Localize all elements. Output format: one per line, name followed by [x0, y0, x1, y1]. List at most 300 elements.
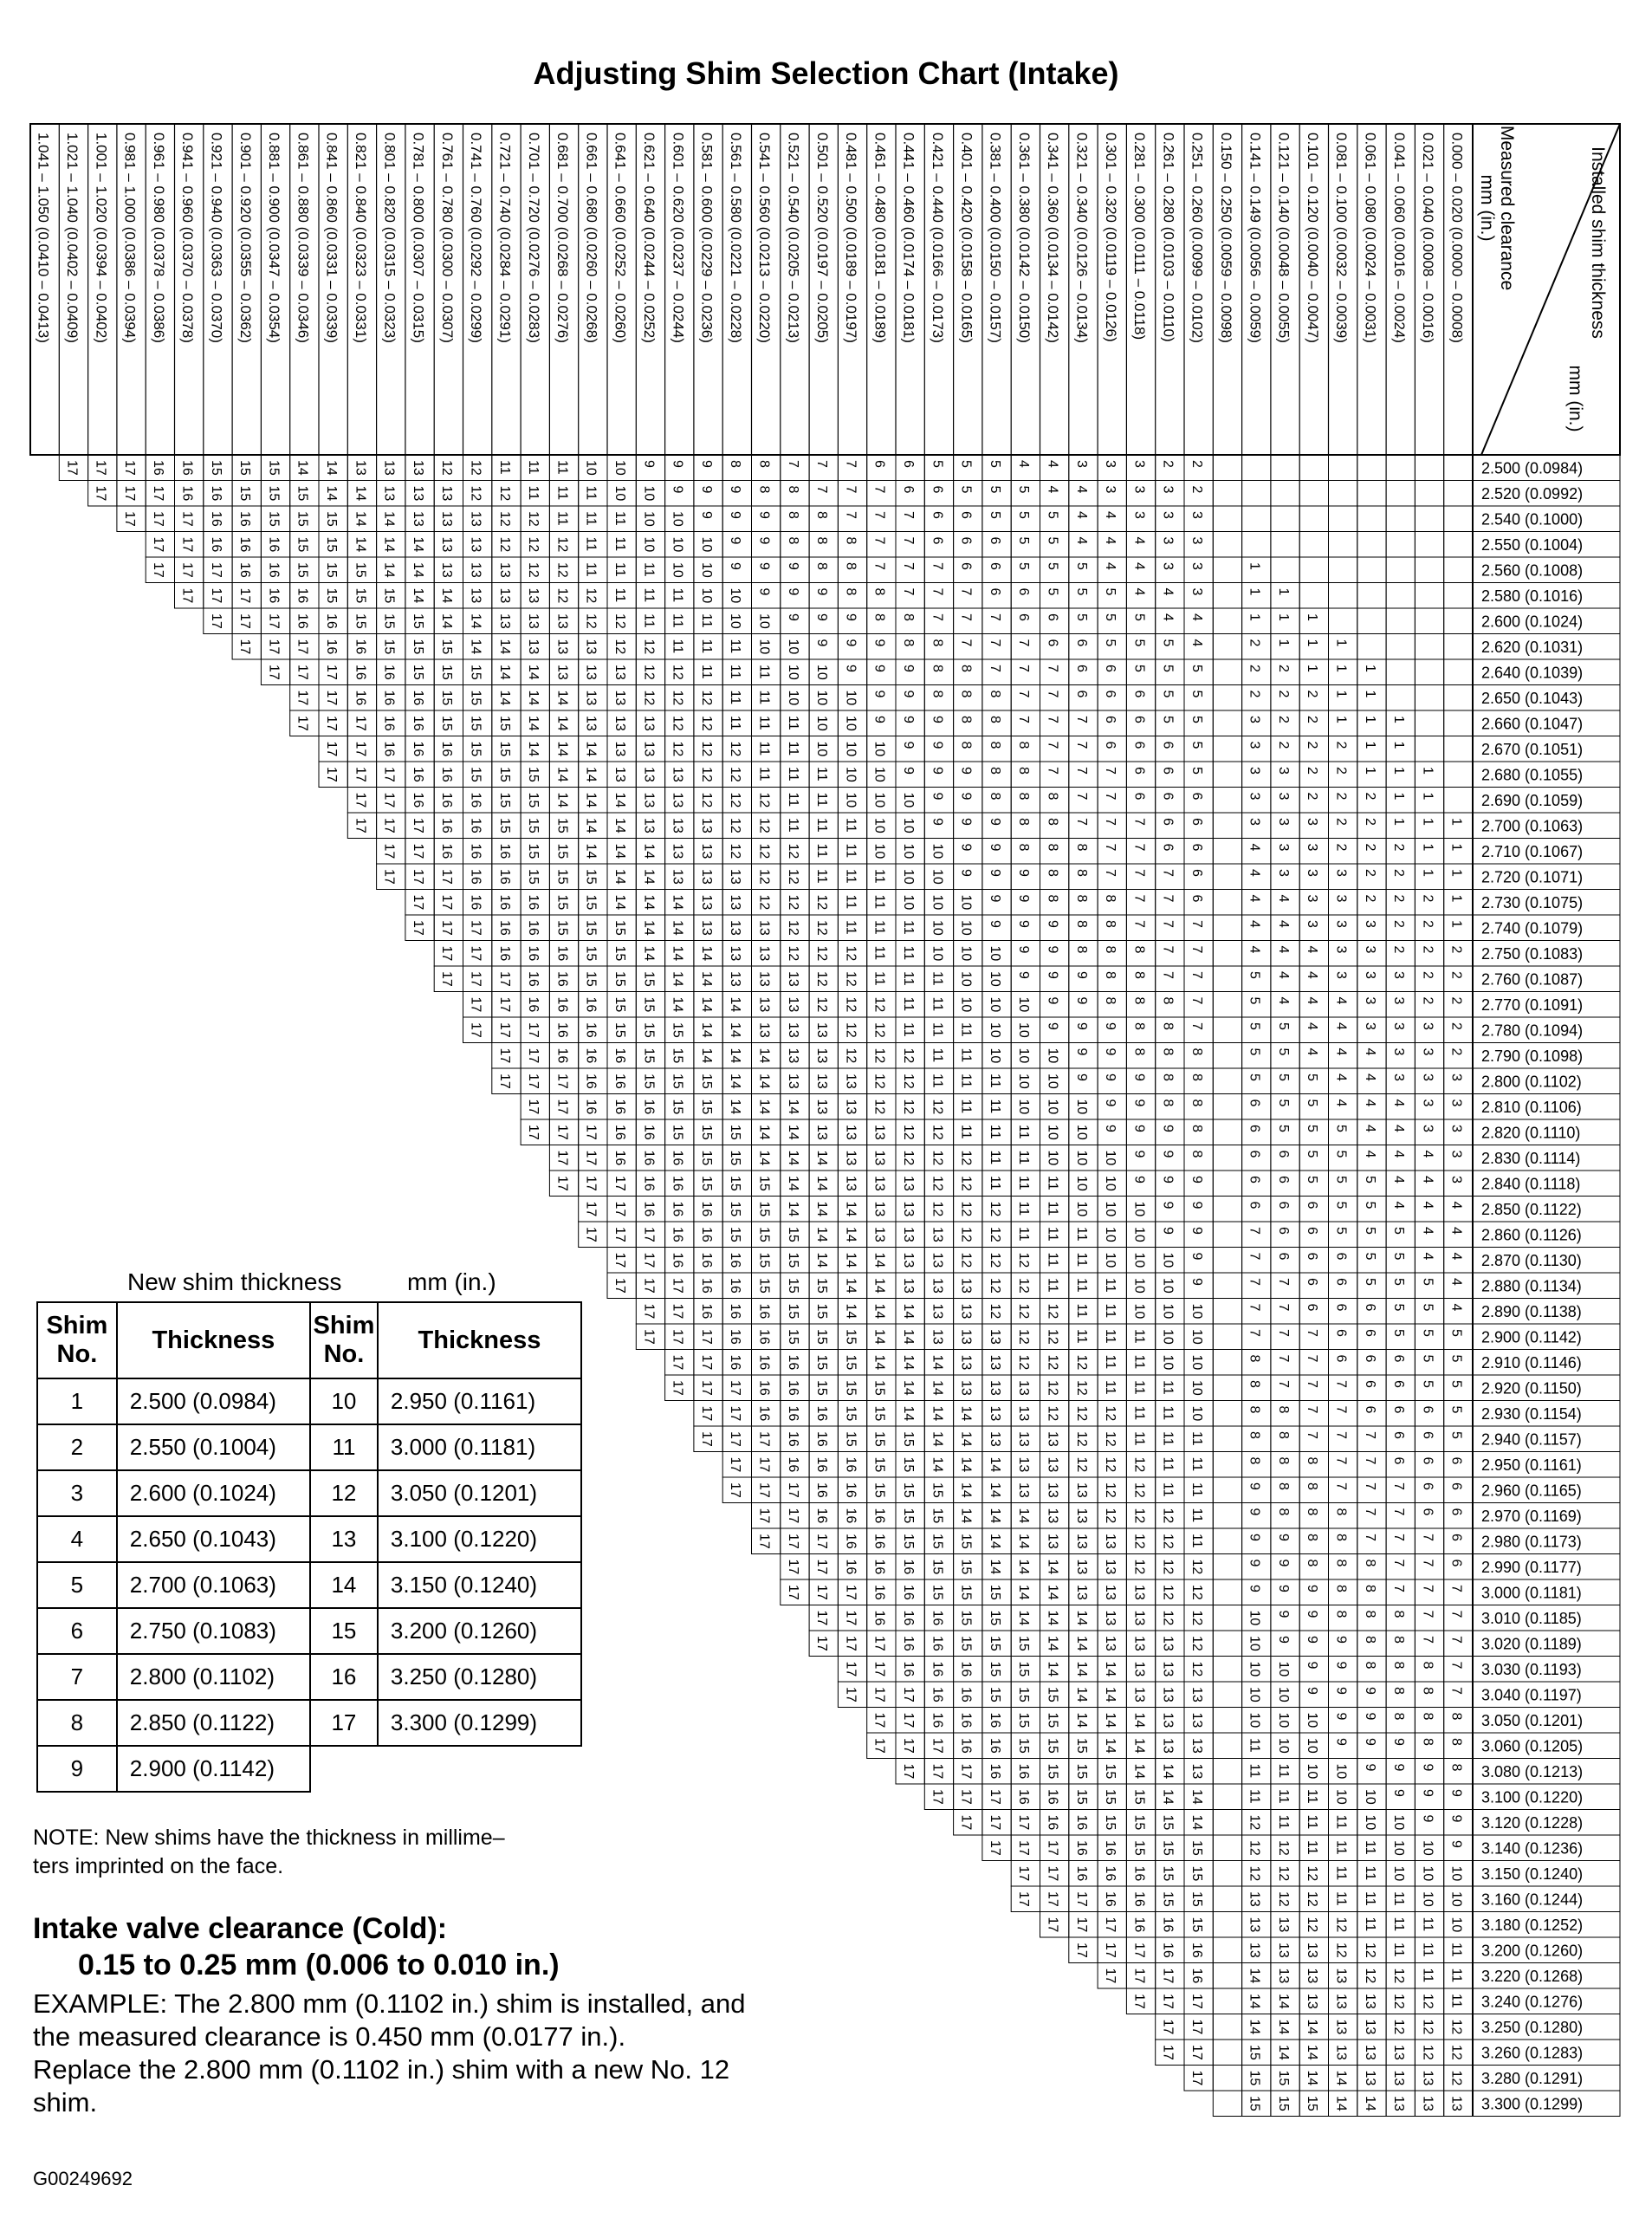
- shim-number: 14: [1016, 1585, 1032, 1600]
- shim-number: 14: [814, 1227, 830, 1242]
- shim-number: 3: [1103, 485, 1118, 494]
- shim-number: 17: [641, 1303, 657, 1320]
- shim-number: 7: [1103, 869, 1118, 877]
- shim-number: 8: [1305, 1559, 1320, 1567]
- shim-number: 10: [814, 690, 830, 706]
- shim-number: 15: [901, 1534, 916, 1549]
- grid-cell: [1444, 583, 1473, 609]
- shim-number: 15: [814, 1380, 830, 1396]
- shim-number: 6: [1131, 690, 1147, 698]
- shim-number: 8: [728, 460, 743, 468]
- clearance-range-label: 0.781 – 0.800 (0.0307 – 0.0315): [410, 133, 427, 343]
- shim-number: 8: [958, 690, 974, 698]
- grid-cell: [1213, 864, 1241, 890]
- shim-number: 8: [1103, 996, 1118, 1005]
- shim-number: 16: [1189, 1968, 1204, 1984]
- shim-number: 10: [871, 767, 887, 782]
- legend-shim-no: 3: [37, 1470, 117, 1516]
- shim-number: 13: [1160, 1712, 1176, 1728]
- shim-number: 15: [698, 1176, 714, 1191]
- shim-number: 5: [1420, 1380, 1435, 1388]
- shim-number: 9: [1045, 971, 1060, 979]
- shim-number: 8: [1189, 1047, 1204, 1056]
- shim-number: 2: [1275, 665, 1291, 672]
- corner-measured-label: Measured clearance: [1497, 125, 1517, 291]
- shim-number: 17: [1160, 1994, 1176, 2009]
- shim-number: 17: [930, 1738, 945, 1754]
- shim-number: 12: [583, 613, 599, 629]
- installed-thickness-label: 2.540 (0.1000): [1481, 510, 1584, 529]
- shim-number: 15: [583, 945, 599, 962]
- shim-number: 11: [1247, 1738, 1262, 1753]
- installed-thickness-label: 2.730 (0.1075): [1481, 894, 1584, 911]
- shim-number: 8: [1189, 1073, 1204, 1081]
- shim-number: 14: [612, 818, 627, 833]
- shim-number: 15: [756, 1201, 772, 1217]
- shim-number: 16: [901, 1610, 916, 1626]
- legend-shim-thickness: 2.600 (0.1024): [117, 1470, 310, 1516]
- shim-number: 7: [1305, 1431, 1320, 1439]
- installed-thickness-label: 2.910 (0.1146): [1481, 1354, 1582, 1372]
- grid-cell: [1213, 481, 1241, 507]
- clearance-range-label: 0.581 – 0.600 (0.0229 – 0.0236): [698, 133, 716, 343]
- shim-number: 16: [641, 1201, 657, 1217]
- shim-number: 7: [1073, 767, 1089, 775]
- shim-number: 3: [1131, 485, 1147, 494]
- shim-number: 12: [670, 741, 685, 757]
- shim-number: 17: [930, 1789, 945, 1805]
- shim-number: 16: [843, 1559, 858, 1575]
- shim-number: 8: [1189, 1099, 1204, 1107]
- shim-number: 12: [554, 536, 570, 553]
- shim-number: 14: [814, 1150, 830, 1166]
- grid-cell: [1299, 532, 1328, 558]
- shim-number: 13: [785, 1073, 800, 1089]
- shim-number: 12: [785, 894, 800, 911]
- shim-number: 14: [871, 1354, 887, 1371]
- shim-number: 13: [1160, 1738, 1176, 1754]
- shim-number: 7: [1073, 792, 1089, 801]
- shim-number: 10: [930, 920, 945, 936]
- shim-number: 7: [1362, 1431, 1377, 1439]
- shim-number: 7: [1362, 1508, 1377, 1516]
- shim-number: 14: [1305, 2070, 1320, 2086]
- shim-number: 16: [1160, 1916, 1176, 1933]
- shim-number: 5: [1160, 690, 1176, 698]
- shim-number: 2: [1391, 843, 1407, 852]
- shim-number: 16: [901, 1585, 916, 1600]
- shim-number: 16: [612, 1125, 627, 1140]
- shim-number: 8: [1247, 1456, 1262, 1465]
- legend-col-thickness: Thickness: [378, 1302, 581, 1378]
- shim-number: 11: [728, 716, 743, 730]
- shim-number: 17: [1189, 2070, 1204, 2086]
- shim-number: 14: [756, 1150, 772, 1166]
- installed-thickness-label: 3.040 (0.1197): [1481, 1686, 1582, 1704]
- shim-number: 4: [1189, 613, 1204, 621]
- shim-number: 17: [554, 1176, 570, 1191]
- shim-number: 7: [1333, 1431, 1349, 1439]
- shim-number: 11: [1362, 1891, 1377, 1906]
- shim-number: 16: [468, 843, 483, 859]
- installed-thickness-label: 2.550 (0.1004): [1481, 536, 1584, 554]
- shim-number: 14: [1275, 2019, 1291, 2035]
- shim-number: 16: [353, 665, 368, 680]
- shim-number: 16: [612, 1047, 627, 1064]
- shim-number: 11: [554, 485, 570, 501]
- shim-number: 5: [1131, 613, 1147, 621]
- shim-number: 15: [612, 1022, 627, 1038]
- shim-number: 15: [1131, 1814, 1147, 1831]
- shim-number: 15: [670, 1125, 685, 1140]
- shim-number: 13: [814, 1099, 830, 1115]
- shim-number: 13: [439, 485, 455, 502]
- shim-number: 13: [1448, 2096, 1464, 2111]
- shim-number: 11: [1391, 1916, 1407, 1932]
- shim-number: 16: [814, 1405, 830, 1422]
- shim-number: 15: [901, 1508, 916, 1524]
- shim-number: 4: [1103, 511, 1118, 519]
- shim-number: 2: [1305, 792, 1320, 801]
- shim-number: 9: [1275, 1585, 1291, 1592]
- shim-number: 5: [1333, 1150, 1349, 1158]
- shim-number: 7: [1362, 1534, 1377, 1541]
- shim-number: 17: [526, 1099, 541, 1115]
- shim-number: 10: [1448, 1865, 1464, 1882]
- shim-number: 11: [1103, 1278, 1118, 1293]
- shim-number: 10: [641, 511, 657, 527]
- shim-number: 15: [526, 869, 541, 885]
- grid-cell: [1415, 710, 1443, 736]
- shim-number: 15: [612, 996, 627, 1013]
- shim-number: 15: [987, 1585, 1002, 1600]
- shim-number: 11: [814, 818, 830, 833]
- shim-number: 17: [208, 587, 224, 604]
- shim-number: 6: [1362, 1329, 1377, 1337]
- grid-cell: [1213, 1068, 1241, 1094]
- shim-number: 12: [1073, 1456, 1089, 1473]
- legend-shim-thickness: 3.300 (0.1299): [378, 1700, 581, 1746]
- shim-number: 10: [1275, 1687, 1291, 1702]
- shim-number: 11: [641, 587, 657, 603]
- grid-cell: [1213, 1886, 1241, 1912]
- installed-thickness-label: 3.010 (0.1185): [1481, 1610, 1582, 1627]
- shim-number: 15: [987, 1636, 1002, 1651]
- shim-number: 8: [1333, 1559, 1349, 1567]
- shim-number: 11: [814, 843, 830, 859]
- shim-number: 12: [987, 1227, 1002, 1242]
- shim-number: 6: [1391, 1405, 1407, 1414]
- shim-number: 6: [901, 460, 916, 468]
- shim-number: 14: [871, 1278, 887, 1294]
- grid-cell: [1444, 788, 1473, 814]
- shim-number: 11: [1045, 1176, 1060, 1190]
- grid-cell: [1213, 608, 1241, 634]
- shim-number: 15: [410, 639, 425, 655]
- shim-number: 13: [814, 1022, 830, 1038]
- shim-number: 9: [1016, 869, 1032, 877]
- shim-number: 17: [785, 1559, 800, 1575]
- shim-number: 15: [583, 920, 599, 936]
- shim-number: 15: [295, 485, 310, 502]
- shim-number: 17: [1073, 1916, 1089, 1933]
- shim-number: 7: [1333, 1456, 1349, 1465]
- shim-number: 15: [526, 818, 541, 833]
- shim-number: 7: [1160, 920, 1176, 928]
- shim-number: 15: [295, 562, 310, 578]
- shim-number: 17: [439, 869, 455, 885]
- shim-number: 5: [1275, 1022, 1291, 1030]
- installed-thickness-label: 2.600 (0.1024): [1481, 613, 1584, 631]
- shim-number: 9: [1247, 1585, 1262, 1592]
- shim-number: 12: [468, 460, 483, 476]
- shim-number: 8: [756, 485, 772, 494]
- shim-number: 17: [1103, 1942, 1118, 1958]
- grid-cell: [1386, 685, 1415, 711]
- shim-number: 10: [1016, 1022, 1032, 1038]
- grid-cell: [1213, 1426, 1241, 1452]
- shim-number: 6: [1420, 1456, 1435, 1465]
- shim-number: 17: [179, 511, 195, 527]
- shim-number: 16: [554, 1022, 570, 1038]
- shim-number: 13: [1420, 2070, 1435, 2086]
- shim-number: 10: [1045, 1073, 1060, 1089]
- shim-number: 12: [814, 945, 830, 962]
- shim-number: 1: [1362, 767, 1377, 775]
- shim-number: 8: [1275, 1431, 1291, 1439]
- shim-number: 16: [756, 1405, 772, 1422]
- shim-number: 2: [1362, 792, 1377, 801]
- grid-cell: [1329, 481, 1357, 507]
- shim-number: 12: [1131, 1508, 1147, 1524]
- shim-number: 14: [410, 562, 425, 578]
- shim-number: 14: [670, 971, 685, 987]
- shim-number: 14: [1189, 1814, 1204, 1831]
- shim-number: 17: [1160, 2019, 1176, 2035]
- shim-number: 11: [901, 996, 916, 1012]
- shim-number: 11: [785, 767, 800, 781]
- shim-number: 5: [1333, 1176, 1349, 1184]
- legend-shim-no: 13: [310, 1516, 378, 1562]
- shim-number: 5: [1305, 1176, 1320, 1184]
- shim-number: 7: [1247, 1278, 1262, 1286]
- shim-number: 13: [583, 716, 599, 731]
- shim-number: 7: [901, 536, 916, 545]
- shim-number: 13: [958, 1278, 974, 1294]
- shim-number: 13: [439, 511, 455, 527]
- shim-number: 7: [1391, 1559, 1407, 1567]
- shim-number: 8: [1045, 818, 1060, 826]
- clearance-range-label: 0.000 – 0.020 (0.0000 – 0.0008): [1448, 133, 1466, 343]
- shim-number: 4: [1448, 1252, 1464, 1261]
- shim-number: 4: [1131, 562, 1147, 570]
- shim-number: 14: [901, 1329, 916, 1345]
- shim-number: 7: [930, 562, 945, 570]
- shim-number: 12: [698, 741, 714, 757]
- installed-thickness-label: 2.830 (0.1114): [1481, 1150, 1581, 1167]
- legend-heading: [36, 1263, 582, 1301]
- installed-thickness-label: 2.770 (0.1091): [1481, 996, 1584, 1014]
- shim-number: 5: [1016, 511, 1032, 519]
- shim-number: 17: [901, 1763, 916, 1780]
- shim-number: 9: [1362, 1712, 1377, 1721]
- shim-number: 13: [468, 562, 483, 578]
- shim-number: 16: [237, 511, 253, 527]
- shim-number: 12: [1448, 2019, 1464, 2035]
- shim-number: 10: [641, 485, 657, 502]
- grid-cell: [1213, 1452, 1241, 1478]
- shim-number: 8: [987, 741, 1002, 749]
- shim-number: 14: [554, 767, 570, 782]
- shim-number: 17: [612, 1252, 627, 1268]
- shim-number: 17: [583, 1125, 599, 1140]
- shim-number: 5: [1073, 587, 1089, 596]
- shim-number: 17: [554, 1073, 570, 1089]
- shim-number: 5: [1448, 1431, 1464, 1439]
- clearance-range-label: 1.001 – 1.020 (0.0394 – 0.0402): [93, 133, 110, 343]
- shim-number: 11: [1103, 1303, 1118, 1319]
- shim-number: 10: [612, 485, 627, 502]
- shim-number: 11: [1131, 1405, 1147, 1421]
- shim-number: 11: [930, 996, 945, 1012]
- shim-number: 12: [1189, 1636, 1204, 1651]
- shim-number: 9: [1362, 1687, 1377, 1695]
- shim-number: 9: [698, 511, 714, 519]
- shim-number: 10: [1131, 1227, 1147, 1242]
- shim-number: 15: [554, 818, 570, 833]
- shim-number: 14: [583, 792, 599, 808]
- shim-number: 12: [1420, 1994, 1435, 2009]
- shim-number: 15: [295, 536, 310, 553]
- shim-number: 13: [1073, 1534, 1089, 1549]
- shim-number: 8: [1160, 1022, 1176, 1030]
- shim-number: 17: [871, 1738, 887, 1754]
- shim-number: 17: [179, 562, 195, 578]
- shim-number: 1: [1448, 894, 1464, 903]
- shim-number: 10: [1160, 1329, 1176, 1345]
- shim-number: 11: [583, 562, 599, 577]
- shim-number: 10: [958, 920, 974, 936]
- shim-number: 13: [612, 690, 627, 706]
- shim-number: 14: [1103, 1738, 1118, 1754]
- installed-thickness-label: 2.700 (0.1063): [1481, 817, 1584, 835]
- shim-number: 13: [871, 1125, 887, 1140]
- grid-cell: [1357, 481, 1386, 507]
- shim-number: 12: [1103, 1405, 1118, 1422]
- shim-number: 15: [612, 971, 627, 987]
- grid-cell: [1213, 506, 1241, 532]
- shim-number: 12: [930, 1201, 945, 1217]
- shim-number: 6: [1073, 690, 1089, 698]
- installed-thickness-label: 2.890 (0.1138): [1481, 1303, 1582, 1320]
- grid-cell: [1386, 455, 1415, 481]
- shim-number: 8: [1045, 792, 1060, 801]
- shim-number: 17: [439, 894, 455, 911]
- shim-number: 12: [728, 843, 743, 859]
- shim-number: 8: [1160, 1073, 1176, 1081]
- shim-number: 6: [1391, 1431, 1407, 1439]
- shim-number: 17: [468, 971, 483, 987]
- shim-number: 1: [1247, 613, 1262, 621]
- legend-shim-thickness: 2.800 (0.1102): [117, 1654, 310, 1700]
- shim-number: 12: [526, 562, 541, 578]
- shim-number: 7: [1448, 1610, 1464, 1618]
- shim-number: 12: [641, 665, 657, 680]
- shim-number: 2: [1362, 894, 1377, 903]
- installed-thickness-headers: [1481, 460, 1583, 2113]
- shim-number: 16: [901, 1661, 916, 1677]
- shim-number: 9: [756, 511, 772, 519]
- shim-number: 15: [785, 1303, 800, 1320]
- shim-number: 13: [698, 920, 714, 936]
- shim-number: 2: [1448, 1022, 1464, 1030]
- shim-number: 7: [1189, 996, 1204, 1005]
- shim-number: 16: [785, 1354, 800, 1371]
- shim-number: 3: [1391, 996, 1407, 1005]
- shim-number: 16: [583, 1047, 599, 1064]
- shim-number: 17: [670, 1278, 685, 1294]
- installed-thickness-label: 2.800 (0.1102): [1481, 1073, 1582, 1091]
- shim-number: 17: [698, 1431, 714, 1447]
- shim-number: 11: [1448, 1942, 1464, 1957]
- shim-number: 13: [756, 971, 772, 987]
- shim-number: 16: [901, 1559, 916, 1575]
- shim-number: 15: [554, 843, 570, 859]
- shim-number: 14: [1131, 1763, 1147, 1780]
- shim-number: 12: [987, 1303, 1002, 1320]
- shim-number: 9: [1103, 1099, 1118, 1107]
- shim-number: 12: [958, 1201, 974, 1217]
- shim-number: 2: [1160, 460, 1176, 468]
- shim-number: 15: [901, 1456, 916, 1473]
- clearance-range-label: 0.281 – 0.300 (0.0111 – 0.0118): [1131, 133, 1149, 340]
- shim-number: 14: [381, 511, 397, 527]
- shim-number: 15: [526, 792, 541, 808]
- shim-number: 8: [1420, 1661, 1435, 1670]
- shim-number: 14: [468, 639, 483, 655]
- shim-number: 11: [814, 869, 830, 884]
- shim-number: 16: [526, 945, 541, 962]
- shim-number: 2: [1305, 741, 1320, 749]
- shim-number: 4: [1160, 613, 1176, 621]
- shim-number: 16: [439, 843, 455, 859]
- shim-number: 6: [1160, 741, 1176, 749]
- shim-number: 15: [266, 485, 282, 502]
- shim-number: 11: [1073, 1278, 1089, 1293]
- shim-number: 15: [958, 1610, 974, 1626]
- shim-number: 8: [1247, 1380, 1262, 1388]
- shim-number: 14: [1045, 1661, 1060, 1677]
- grid-cell: [1213, 1733, 1241, 1759]
- shim-number: 2: [1448, 945, 1464, 954]
- shim-number: 7: [1420, 1610, 1435, 1618]
- shim-number: 12: [814, 894, 830, 911]
- shim-number: 17: [698, 1354, 714, 1371]
- shim-number: 9: [987, 894, 1002, 903]
- grid-cell: [1444, 634, 1473, 660]
- shim-number: 7: [1362, 1456, 1377, 1465]
- shim-number: 11: [987, 1176, 1002, 1190]
- shim-number: 16: [670, 1252, 685, 1268]
- shim-number: 3: [1391, 1022, 1407, 1030]
- shim-number: 5: [1275, 1073, 1291, 1081]
- grid-cell: [1386, 481, 1415, 507]
- shim-number: 17: [324, 716, 339, 731]
- shim-number: 14: [698, 996, 714, 1013]
- shim-number: 6: [1275, 1201, 1291, 1210]
- shim-number: 15: [410, 665, 425, 680]
- shim-number: 4: [1275, 894, 1291, 903]
